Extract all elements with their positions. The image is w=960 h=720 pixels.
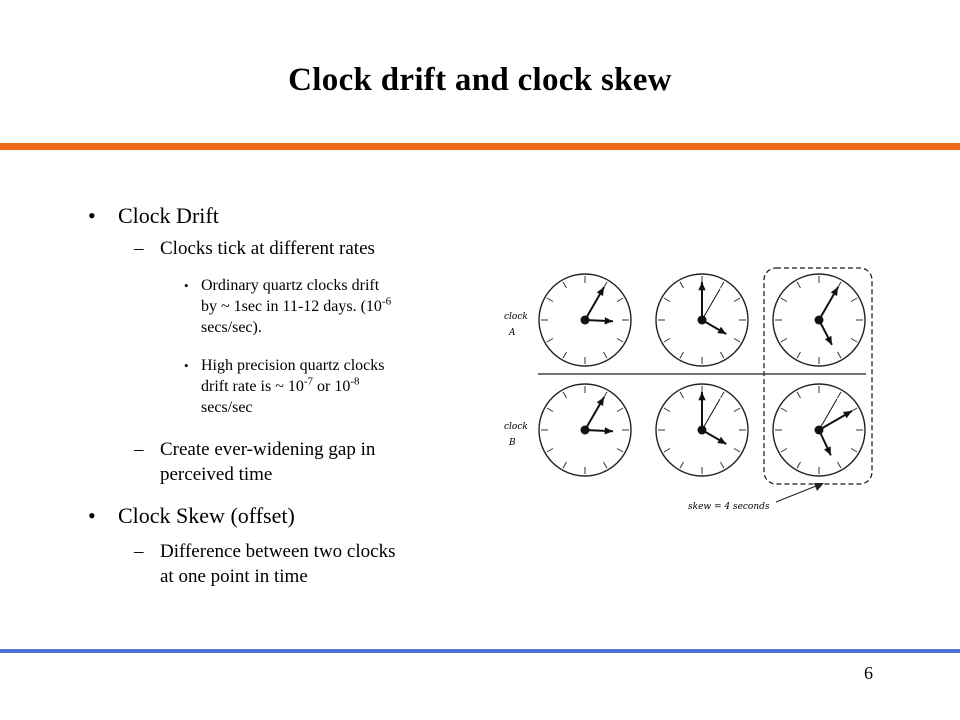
bullet-clock-skew-label: Clock Skew (offset) <box>118 503 295 528</box>
sub-bullet-tick-rates-text: Clocks tick at different rates <box>160 238 375 259</box>
blue-footer-rule <box>0 649 960 653</box>
bullet-marker: • <box>184 358 189 373</box>
dash-marker: – <box>134 439 144 460</box>
detail-ordinary-line2-text: by ~ 1sec in 11-12 days. (10 <box>201 298 382 315</box>
detail-high-line2-or: or 10 <box>313 378 351 395</box>
clock-center <box>581 316 590 325</box>
widening-gap-line2: perceived time <box>160 464 273 485</box>
bullet-clock-skew <box>88 503 295 529</box>
skew-label: skew = 4 seconds <box>688 502 770 512</box>
clock-b-label-line2: B <box>509 438 516 448</box>
clock-center <box>698 316 707 325</box>
clock-a-label-line1: clock <box>504 312 528 322</box>
detail-ordinary-line3: secs/sec). <box>201 319 262 336</box>
dash-marker: – <box>134 541 144 562</box>
exponent-neg7: -7 <box>303 375 314 388</box>
clock-skew-diagram <box>496 262 886 518</box>
detail-high-line2 <box>201 376 471 397</box>
detail-high-precision <box>184 355 471 418</box>
detail-high-line1: High precision quartz clocks <box>201 357 385 374</box>
clock-a-1 <box>539 274 631 366</box>
detail-high-line2-text: drift rate is ~ 10 <box>201 378 304 395</box>
skew-arrow-head <box>814 483 824 491</box>
exponent-neg6: -6 <box>381 295 392 308</box>
clock-b-2 <box>656 384 748 476</box>
bullet-marker: • <box>88 203 96 228</box>
sub-bullet-widening-gap <box>134 437 376 487</box>
bullet-clock-drift <box>88 203 219 229</box>
clock-center <box>581 426 590 435</box>
sub-bullet-tick-rates <box>134 236 375 261</box>
widening-gap-line1: Create ever-widening gap in <box>160 439 376 460</box>
slide-title: Clock drift and clock skew <box>288 62 672 98</box>
difference-line1: Difference between two clocks <box>160 541 396 562</box>
clock-b-label-line1: clock <box>504 422 528 432</box>
bullet-marker: • <box>184 278 189 293</box>
clock-center <box>815 316 824 325</box>
skew-arrow-line <box>776 486 816 502</box>
clock-a-label-line2: A <box>509 328 516 338</box>
detail-ordinary-quartz <box>184 275 471 338</box>
bullet-marker: • <box>88 503 96 528</box>
clock-center <box>815 426 824 435</box>
difference-line2: at one point in time <box>160 566 308 587</box>
page-number: 6 <box>864 663 873 683</box>
detail-ordinary-line2 <box>201 296 471 317</box>
orange-title-rule <box>0 143 960 150</box>
exponent-neg8: -8 <box>350 375 360 388</box>
clock-a-3 <box>773 274 865 366</box>
detail-high-line3: secs/sec <box>201 399 253 416</box>
clocks-group <box>539 274 865 476</box>
clock-a-2 <box>656 274 748 366</box>
clock-center <box>698 426 707 435</box>
dash-marker: – <box>134 238 144 259</box>
clock-b-3 <box>773 384 865 476</box>
clock-b-1 <box>539 384 631 476</box>
bullet-clock-drift-label: Clock Drift <box>118 203 219 228</box>
detail-ordinary-line1: Ordinary quartz clocks drift <box>201 277 380 294</box>
sub-bullet-difference <box>134 539 396 589</box>
